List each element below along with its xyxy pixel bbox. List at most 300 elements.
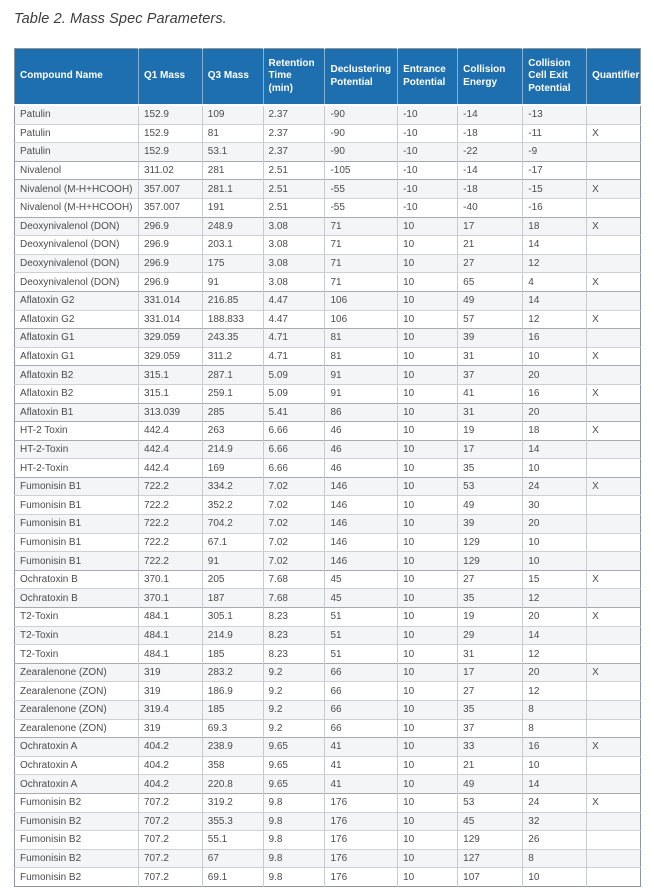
value-cell: 31: [458, 645, 523, 664]
table-row: [15, 812, 641, 831]
value-cell: 152.9: [138, 124, 202, 143]
table-row: [15, 217, 641, 236]
column-header-2: Q1 Mass: [138, 49, 202, 106]
value-cell: 9.8: [263, 868, 325, 887]
value-cell: 10: [398, 515, 458, 534]
value-cell: 357.007: [138, 198, 202, 217]
value-cell: 86: [325, 403, 398, 422]
table-row: [15, 422, 641, 441]
value-cell: 10: [398, 291, 458, 310]
quantifier-cell: [587, 403, 641, 422]
value-cell: 53: [458, 477, 523, 496]
quantifier-cell: [587, 254, 641, 273]
column-header-9: Quantifier: [587, 49, 641, 106]
table-row: [15, 254, 641, 273]
value-cell: 10: [398, 384, 458, 403]
compound-name-cell: Zearalenone (ZON): [15, 701, 139, 720]
value-cell: 109: [202, 105, 263, 124]
compound-name-cell: Patulin: [15, 105, 139, 124]
value-cell: 10: [398, 347, 458, 366]
table-row: [15, 496, 641, 515]
value-cell: 10: [398, 775, 458, 794]
value-cell: 2.37: [263, 143, 325, 162]
value-cell: 352.2: [202, 496, 263, 515]
value-cell: 27: [458, 254, 523, 273]
value-cell: 91: [325, 366, 398, 385]
value-cell: 10: [398, 719, 458, 738]
value-cell: 169: [202, 459, 263, 478]
quantifier-cell: [587, 552, 641, 571]
value-cell: 185: [202, 645, 263, 664]
value-cell: -17: [523, 161, 587, 180]
compound-name-cell: Ochratoxin B: [15, 570, 139, 589]
value-cell: 17: [458, 440, 523, 459]
table-row: [15, 291, 641, 310]
compound-name-cell: Aflatoxin B2: [15, 366, 139, 385]
quantifier-cell: X: [587, 180, 641, 199]
quantifier-cell: [587, 645, 641, 664]
value-cell: 187: [202, 589, 263, 608]
value-cell: 287.1: [202, 366, 263, 385]
value-cell: 176: [325, 812, 398, 831]
value-cell: 331.014: [138, 310, 202, 329]
value-cell: 32: [523, 812, 587, 831]
value-cell: 14: [523, 626, 587, 645]
quantifier-cell: X: [587, 663, 641, 682]
table-row: [15, 477, 641, 496]
value-cell: 129: [458, 831, 523, 850]
value-cell: -10: [398, 198, 458, 217]
quantifier-cell: [587, 533, 641, 552]
value-cell: 10: [398, 552, 458, 571]
quantifier-cell: [587, 329, 641, 348]
value-cell: 15: [523, 570, 587, 589]
value-cell: 2.51: [263, 198, 325, 217]
value-cell: 331.014: [138, 291, 202, 310]
value-cell: 51: [325, 608, 398, 627]
value-cell: -10: [398, 161, 458, 180]
value-cell: 21: [458, 236, 523, 255]
value-cell: 10: [523, 347, 587, 366]
table-row: [15, 384, 641, 403]
value-cell: 152.9: [138, 105, 202, 124]
column-header-3: Q3 Mass: [202, 49, 263, 106]
value-cell: 484.1: [138, 626, 202, 645]
quantifier-cell: X: [587, 477, 641, 496]
quantifier-cell: [587, 161, 641, 180]
compound-name-cell: Nivalenol (M-H+HCOOH): [15, 198, 139, 217]
quantifier-cell: X: [587, 738, 641, 757]
value-cell: 12: [523, 254, 587, 273]
value-cell: 484.1: [138, 608, 202, 627]
value-cell: 707.2: [138, 793, 202, 812]
value-cell: 704.2: [202, 515, 263, 534]
value-cell: 67: [202, 849, 263, 868]
value-cell: 334.2: [202, 477, 263, 496]
value-cell: 91: [202, 273, 263, 292]
value-cell: 10: [398, 329, 458, 348]
value-cell: 4.71: [263, 329, 325, 348]
value-cell: 65: [458, 273, 523, 292]
value-cell: 263: [202, 422, 263, 441]
value-cell: 106: [325, 310, 398, 329]
value-cell: 9.2: [263, 701, 325, 720]
value-cell: 81: [202, 124, 263, 143]
value-cell: 46: [325, 459, 398, 478]
value-cell: 707.2: [138, 831, 202, 850]
value-cell: 46: [325, 422, 398, 441]
value-cell: 4.47: [263, 310, 325, 329]
quantifier-cell: X: [587, 608, 641, 627]
value-cell: 358: [202, 756, 263, 775]
value-cell: -55: [325, 180, 398, 199]
value-cell: 10: [398, 868, 458, 887]
value-cell: 296.9: [138, 254, 202, 273]
value-cell: 91: [325, 384, 398, 403]
quantifier-cell: X: [587, 124, 641, 143]
value-cell: 106: [325, 291, 398, 310]
compound-name-cell: Zearalenone (ZON): [15, 663, 139, 682]
value-cell: 442.4: [138, 459, 202, 478]
compound-name-cell: HT-2 Toxin: [15, 422, 139, 441]
value-cell: 329.059: [138, 347, 202, 366]
table-row: [15, 608, 641, 627]
value-cell: 4.47: [263, 291, 325, 310]
value-cell: 4.71: [263, 347, 325, 366]
value-cell: 2.51: [263, 161, 325, 180]
value-cell: -10: [398, 124, 458, 143]
value-cell: 10: [398, 663, 458, 682]
table-caption: Table 2. Mass Spec Parameters.: [14, 11, 227, 27]
quantifier-cell: [587, 105, 641, 124]
value-cell: 51: [325, 626, 398, 645]
value-cell: 20: [523, 608, 587, 627]
value-cell: -10: [398, 105, 458, 124]
compound-name-cell: T2-Toxin: [15, 645, 139, 664]
value-cell: 69.3: [202, 719, 263, 738]
value-cell: -90: [325, 143, 398, 162]
value-cell: 53.1: [202, 143, 263, 162]
value-cell: 10: [398, 236, 458, 255]
value-cell: 10: [398, 701, 458, 720]
value-cell: 10: [398, 403, 458, 422]
value-cell: 214.9: [202, 440, 263, 459]
value-cell: -18: [458, 124, 523, 143]
value-cell: 37: [458, 719, 523, 738]
value-cell: 220.8: [202, 775, 263, 794]
value-cell: 311.02: [138, 161, 202, 180]
value-cell: 9.2: [263, 682, 325, 701]
quantifier-cell: [587, 868, 641, 887]
value-cell: 7.68: [263, 589, 325, 608]
table-row: [15, 440, 641, 459]
value-cell: 313.039: [138, 403, 202, 422]
value-cell: 10: [523, 533, 587, 552]
value-cell: 49: [458, 291, 523, 310]
value-cell: 186.9: [202, 682, 263, 701]
value-cell: -9: [523, 143, 587, 162]
value-cell: 285: [202, 403, 263, 422]
value-cell: 707.2: [138, 812, 202, 831]
value-cell: 9.2: [263, 663, 325, 682]
value-cell: 10: [398, 217, 458, 236]
value-cell: -16: [523, 198, 587, 217]
value-cell: 10: [398, 496, 458, 515]
table-row: [15, 831, 641, 850]
value-cell: 41: [325, 738, 398, 757]
value-cell: 7.68: [263, 570, 325, 589]
value-cell: 69.1: [202, 868, 263, 887]
value-cell: 7.02: [263, 477, 325, 496]
table-row: [15, 347, 641, 366]
value-cell: 20: [523, 515, 587, 534]
column-header-1: Compound Name: [15, 49, 139, 106]
value-cell: 10: [398, 477, 458, 496]
value-cell: 176: [325, 793, 398, 812]
quantifier-cell: [587, 366, 641, 385]
table-row: [15, 663, 641, 682]
table-row: [15, 701, 641, 720]
quantifier-cell: [587, 143, 641, 162]
value-cell: 205: [202, 570, 263, 589]
value-cell: 24: [523, 477, 587, 496]
value-cell: 55.1: [202, 831, 263, 850]
value-cell: 35: [458, 459, 523, 478]
value-cell: 10: [398, 273, 458, 292]
value-cell: 81: [325, 329, 398, 348]
compound-name-cell: Zearalenone (ZON): [15, 682, 139, 701]
value-cell: 8.23: [263, 645, 325, 664]
value-cell: 10: [398, 459, 458, 478]
value-cell: 305.1: [202, 608, 263, 627]
quantifier-cell: X: [587, 793, 641, 812]
value-cell: -55: [325, 198, 398, 217]
quantifier-cell: [587, 236, 641, 255]
value-cell: 3.08: [263, 273, 325, 292]
value-cell: 10: [398, 570, 458, 589]
value-cell: 311.2: [202, 347, 263, 366]
table-row: [15, 310, 641, 329]
compound-name-cell: Fumonisin B2: [15, 831, 139, 850]
value-cell: 3.08: [263, 217, 325, 236]
value-cell: 248.9: [202, 217, 263, 236]
value-cell: 10: [398, 849, 458, 868]
value-cell: 319.4: [138, 701, 202, 720]
value-cell: 27: [458, 570, 523, 589]
value-cell: 31: [458, 403, 523, 422]
table-row: [15, 626, 641, 645]
value-cell: 10: [398, 626, 458, 645]
value-cell: 10: [398, 366, 458, 385]
value-cell: 18: [523, 422, 587, 441]
value-cell: 16: [523, 738, 587, 757]
compound-name-cell: Fumonisin B2: [15, 868, 139, 887]
value-cell: 91: [202, 552, 263, 571]
quantifier-cell: [587, 682, 641, 701]
value-cell: 71: [325, 236, 398, 255]
value-cell: 10: [398, 440, 458, 459]
compound-name-cell: Fumonisin B2: [15, 793, 139, 812]
value-cell: 2.37: [263, 124, 325, 143]
value-cell: 30: [523, 496, 587, 515]
value-cell: 9.8: [263, 812, 325, 831]
value-cell: 214.9: [202, 626, 263, 645]
quantifier-cell: X: [587, 570, 641, 589]
quantifier-cell: [587, 719, 641, 738]
value-cell: 296.9: [138, 217, 202, 236]
value-cell: 4: [523, 273, 587, 292]
value-cell: 315.1: [138, 366, 202, 385]
value-cell: 17: [458, 663, 523, 682]
table-row: [15, 366, 641, 385]
value-cell: 404.2: [138, 756, 202, 775]
value-cell: 41: [325, 756, 398, 775]
quantifier-cell: [587, 440, 641, 459]
quantifier-cell: [587, 775, 641, 794]
quantifier-cell: [587, 496, 641, 515]
value-cell: 19: [458, 422, 523, 441]
value-cell: 10: [523, 459, 587, 478]
value-cell: 5.09: [263, 366, 325, 385]
value-cell: 296.9: [138, 273, 202, 292]
quantifier-cell: X: [587, 273, 641, 292]
compound-name-cell: Fumonisin B1: [15, 533, 139, 552]
table-row: [15, 143, 641, 162]
value-cell: 14: [523, 291, 587, 310]
value-cell: 35: [458, 589, 523, 608]
value-cell: 404.2: [138, 775, 202, 794]
value-cell: 203.1: [202, 236, 263, 255]
table-row: [15, 793, 641, 812]
value-cell: 722.2: [138, 477, 202, 496]
table-row: [15, 198, 641, 217]
value-cell: 10: [523, 756, 587, 775]
compound-name-cell: T2-Toxin: [15, 626, 139, 645]
value-cell: 66: [325, 719, 398, 738]
value-cell: 146: [325, 496, 398, 515]
table-row: [15, 180, 641, 199]
value-cell: 8.23: [263, 608, 325, 627]
value-cell: -90: [325, 124, 398, 143]
value-cell: 20: [523, 663, 587, 682]
value-cell: 10: [398, 738, 458, 757]
value-cell: 107: [458, 868, 523, 887]
compound-name-cell: Ochratoxin B: [15, 589, 139, 608]
value-cell: 707.2: [138, 868, 202, 887]
value-cell: 319.2: [202, 793, 263, 812]
table-row: [15, 329, 641, 348]
value-cell: 41: [325, 775, 398, 794]
value-cell: 8.23: [263, 626, 325, 645]
table-row: [15, 403, 641, 422]
value-cell: 14: [523, 775, 587, 794]
value-cell: 722.2: [138, 552, 202, 571]
value-cell: 6.66: [263, 440, 325, 459]
compound-name-cell: Ochratoxin A: [15, 738, 139, 757]
value-cell: 296.9: [138, 236, 202, 255]
value-cell: 191: [202, 198, 263, 217]
value-cell: 259.1: [202, 384, 263, 403]
value-cell: 66: [325, 682, 398, 701]
compound-name-cell: Aflatoxin G2: [15, 291, 139, 310]
value-cell: 10: [523, 552, 587, 571]
value-cell: 8: [523, 849, 587, 868]
value-cell: -15: [523, 180, 587, 199]
quantifier-cell: X: [587, 422, 641, 441]
value-cell: 67.1: [202, 533, 263, 552]
table-row: [15, 161, 641, 180]
value-cell: 127: [458, 849, 523, 868]
quantifier-cell: [587, 589, 641, 608]
value-cell: 8: [523, 701, 587, 720]
quantifier-cell: [587, 198, 641, 217]
value-cell: 12: [523, 310, 587, 329]
table-row: [15, 645, 641, 664]
value-cell: 31: [458, 347, 523, 366]
value-cell: 129: [458, 552, 523, 571]
value-cell: 3.08: [263, 236, 325, 255]
quantifier-cell: X: [587, 310, 641, 329]
compound-name-cell: HT-2-Toxin: [15, 459, 139, 478]
value-cell: 49: [458, 775, 523, 794]
value-cell: 176: [325, 831, 398, 850]
value-cell: 14: [523, 236, 587, 255]
value-cell: 319: [138, 663, 202, 682]
value-cell: 9.2: [263, 719, 325, 738]
value-cell: 357.007: [138, 180, 202, 199]
value-cell: 216.85: [202, 291, 263, 310]
value-cell: 129: [458, 533, 523, 552]
value-cell: 10: [398, 589, 458, 608]
value-cell: 9.8: [263, 793, 325, 812]
value-cell: 319: [138, 682, 202, 701]
value-cell: 2.51: [263, 180, 325, 199]
value-cell: 81: [325, 347, 398, 366]
value-cell: 10: [398, 422, 458, 441]
value-cell: 10: [398, 608, 458, 627]
value-cell: 71: [325, 217, 398, 236]
value-cell: 484.1: [138, 645, 202, 664]
value-cell: 146: [325, 533, 398, 552]
value-cell: 17: [458, 217, 523, 236]
quantifier-cell: [587, 756, 641, 775]
value-cell: 329.059: [138, 329, 202, 348]
compound-name-cell: Fumonisin B1: [15, 515, 139, 534]
compound-name-cell: Fumonisin B1: [15, 477, 139, 496]
table-row: [15, 105, 641, 124]
quantifier-cell: X: [587, 217, 641, 236]
value-cell: 370.1: [138, 589, 202, 608]
compound-name-cell: Fumonisin B2: [15, 849, 139, 868]
value-cell: 39: [458, 329, 523, 348]
compound-name-cell: Aflatoxin B2: [15, 384, 139, 403]
value-cell: 10: [398, 831, 458, 850]
table-row: [15, 849, 641, 868]
table-row: [15, 738, 641, 757]
compound-name-cell: Deoxynivalenol (DON): [15, 217, 139, 236]
value-cell: 20: [523, 403, 587, 422]
compound-name-cell: Nivalenol: [15, 161, 139, 180]
value-cell: 2.37: [263, 105, 325, 124]
value-cell: 7.02: [263, 515, 325, 534]
value-cell: 41: [458, 384, 523, 403]
value-cell: 12: [523, 589, 587, 608]
value-cell: 29: [458, 626, 523, 645]
value-cell: 319: [138, 719, 202, 738]
value-cell: 57: [458, 310, 523, 329]
table-body: [15, 105, 641, 886]
table-row: [15, 775, 641, 794]
